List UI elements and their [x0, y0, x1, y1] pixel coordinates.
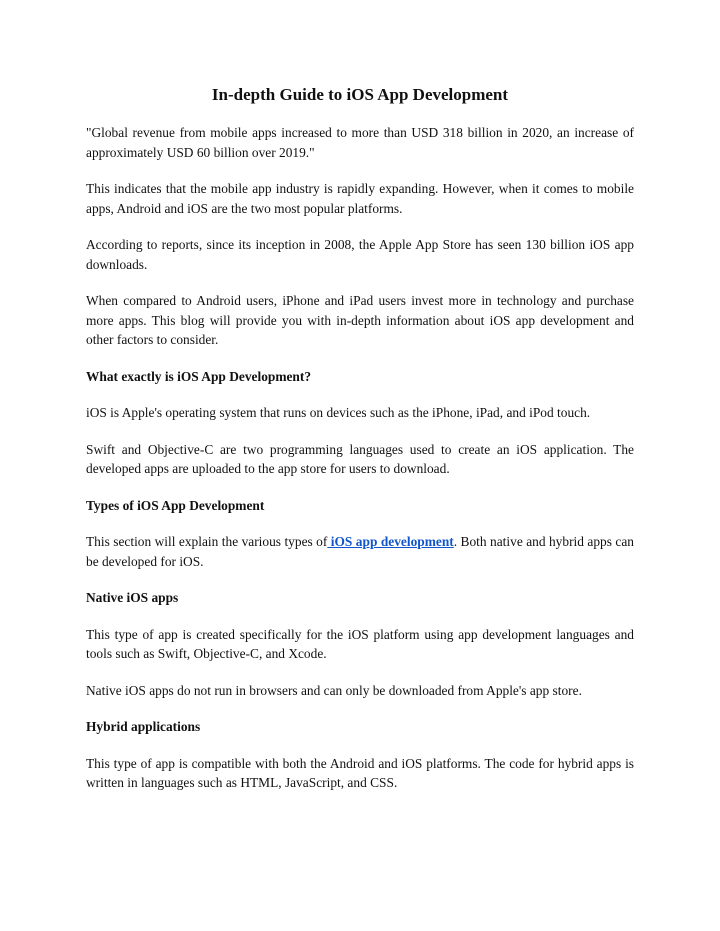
paragraph-app-store-downloads: According to reports, since its inception in 2008, the Apple App Store has seen 130 billion iOS app downloads.: [86, 237, 634, 272]
heading-what-is-ios-development: What exactly is iOS App Development?: [86, 368, 312, 384]
paragraph-types-section: [86, 532, 634, 571]
paragraph-global-revenue: "Global revenue from mobile apps increased to more than USD 318 billion in 2020, an increase of approximately USD 60 billion over 2019.": [86, 125, 634, 160]
paragraph-industry-expanding: This indicates that the mobile app industry is rapidly expanding. However, when it comes to mobile apps, Android and iOS are the two most popular platforms.: [86, 181, 634, 216]
heading-types-of-development: Types of iOS App Development: [86, 497, 265, 513]
paragraph-ios-os: iOS is Apple's operating system that runs on devices such as the iPhone, iPad, and iPod touch.: [86, 405, 591, 420]
document-page: [86, 83, 634, 810]
paragraph-swift-objc: Swift and Objective-C are two programming languages used to create an iOS application. The developed apps are uploaded to the app store for users to download.: [86, 441, 634, 476]
heading-native-ios-apps: Native iOS apps: [86, 590, 179, 605]
paragraph-iphone-users: When compared to Android users, iPhone and iPad users invest more in technology and purchase more apps. This blog will provide you with in-depth information about iOS app development and other factors to consider.: [86, 293, 634, 347]
heading-hybrid-applications: Hybrid applications: [86, 719, 201, 734]
paragraph-native-browsers: Native iOS apps do not run in browsers and can only be downloaded from Apple's app store.: [86, 682, 582, 698]
paragraph-types-text-before: This section will explain the various types of: [86, 534, 328, 549]
paragraph-hybrid-description: This type of app is compatible with both the Android and iOS platforms. The code for hybrid apps is written in languages such as HTML, JavaScript, and CSS.: [86, 755, 634, 790]
paragraph-types-text-after: . Both native and hybrid apps can be developed for iOS.: [86, 534, 634, 569]
ios-app-development-link[interactable]: iOS app development: [327, 534, 454, 549]
paragraph-native-description: This type of app is created specifically for the iOS platform using app development languages and tools such as Swift, Objective-C, and Xcode.: [86, 626, 634, 661]
document-title: In-depth Guide to iOS App Development: [211, 85, 509, 104]
